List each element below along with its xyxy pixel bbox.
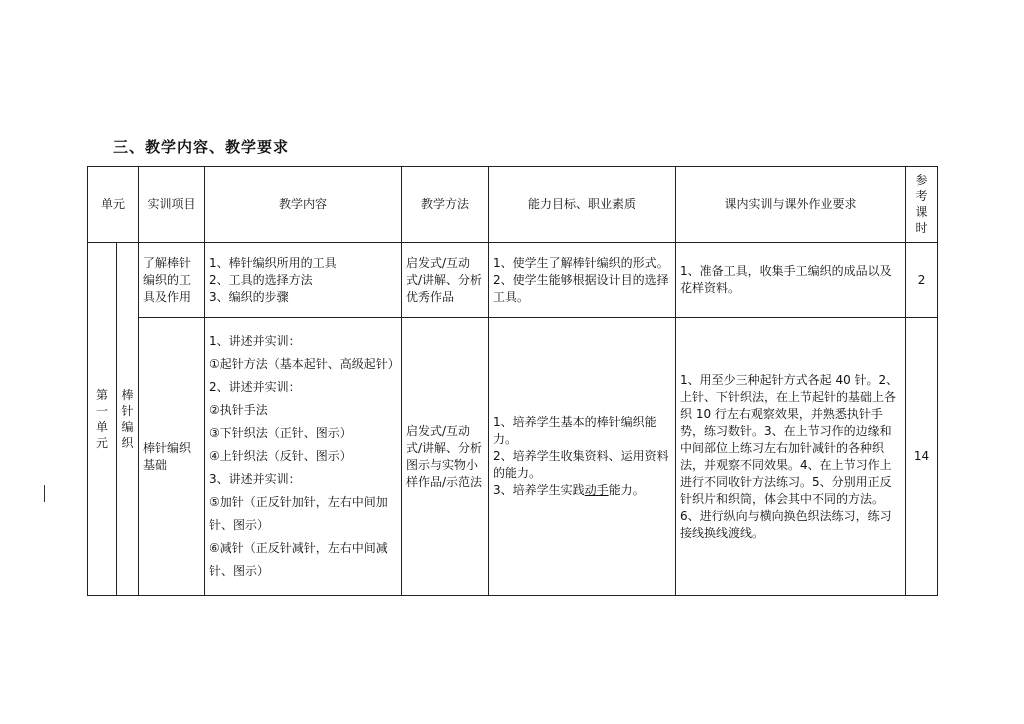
header-ability: 能力目标、职业素质 — [489, 167, 676, 243]
ability-line: 1、培养学生基本的棒针编织能力。 — [493, 415, 657, 446]
project-cell: 了解棒针编织的工具及作用 — [139, 243, 205, 318]
ability-line — [493, 482, 671, 499]
content-line: ③下针织法（正针、图示） — [209, 426, 352, 440]
ability-underlined-text: 动手 — [584, 483, 609, 497]
requirements-cell: 1、准备工具，收集手工编织的成品以及花样资料。 — [676, 243, 906, 318]
table-row — [88, 243, 938, 318]
content-line: 2、工具的选择方法 — [209, 272, 313, 287]
method-cell: 启发式/互动式/讲解、分析图示与实物小样作品/示范法 — [402, 318, 489, 596]
content-line: 1、棒针编织所用的工具 — [209, 255, 337, 270]
section-heading: 三、教学内容、教学要求 — [113, 138, 290, 156]
content-cell — [205, 243, 402, 318]
content-line: 1、讲述并实训： — [209, 334, 301, 348]
project-cell: 棒针编织基础 — [139, 318, 205, 596]
ability-line: 1、使学生了解棒针编织的形式。 — [493, 255, 669, 270]
content-line: 3、讲述并实训： — [209, 472, 301, 486]
unit-cell — [88, 243, 117, 596]
method-cell: 启发式/互动式/讲解、分析优秀作品 — [402, 243, 489, 318]
header-unit: 单元 — [88, 167, 139, 243]
ability-line: 2、培养学生收集资料、运用资料的能力。 — [493, 449, 669, 480]
module-label: 棒针编织 — [121, 387, 134, 450]
content-line: 3、编织的步骤 — [209, 289, 289, 304]
table-header-row — [88, 167, 938, 243]
content-line: ④上针织法（反针、图示） — [209, 449, 352, 463]
table-row — [88, 318, 938, 596]
header-hours-text: 参考课时 — [915, 173, 928, 235]
content-cell — [205, 318, 402, 596]
ability-cell — [489, 318, 676, 596]
hours-cell: 2 — [906, 243, 938, 318]
ability-text: 3、培养学生实践 — [493, 483, 585, 497]
header-requirements: 课内实训与课外作业要求 — [676, 167, 906, 243]
unit-label: 第一单元 — [95, 387, 108, 450]
ability-text: 能力。 — [608, 483, 645, 497]
ability-line: 2、使学生能够根据设计目的选择工具。 — [493, 272, 669, 304]
header-content: 教学内容 — [205, 167, 402, 243]
header-project: 实训项目 — [139, 167, 205, 243]
content-line: ②执针手法 — [209, 403, 268, 417]
content-line: ⑤加针（正反针加针，左右中间加针、图示） — [209, 495, 388, 532]
text-cursor — [44, 485, 45, 502]
header-method: 教学方法 — [402, 167, 489, 243]
content-line: 2、讲述并实训： — [209, 380, 301, 394]
hours-cell: 14 — [906, 318, 938, 596]
teaching-content-table — [87, 166, 938, 596]
module-cell — [117, 243, 139, 596]
requirements-cell: 1、用至少三种起针方式各起 40 针。2、上针、下针织法，在上节起针的基础上各织 10 行左右观察效果，并熟悉执针手势，练习数针。3、在上节习作的边缘和中间部位上练习左右加针减针的各种织法，并观察不同效果。4、在上节习作上进行不同收针方法练习。5、分别用正反针织片和织筒，体会其中不同的方法。6、进行纵向与横向换色织法练习，练习接线换线渡线。 — [676, 318, 906, 596]
ability-cell — [489, 243, 676, 318]
content-line: ①起针方法（基本起针、高级起针） — [209, 357, 400, 371]
content-line: ⑥减针（正反针减针，左右中间减针、图示） — [209, 541, 388, 578]
header-hours — [906, 167, 938, 243]
